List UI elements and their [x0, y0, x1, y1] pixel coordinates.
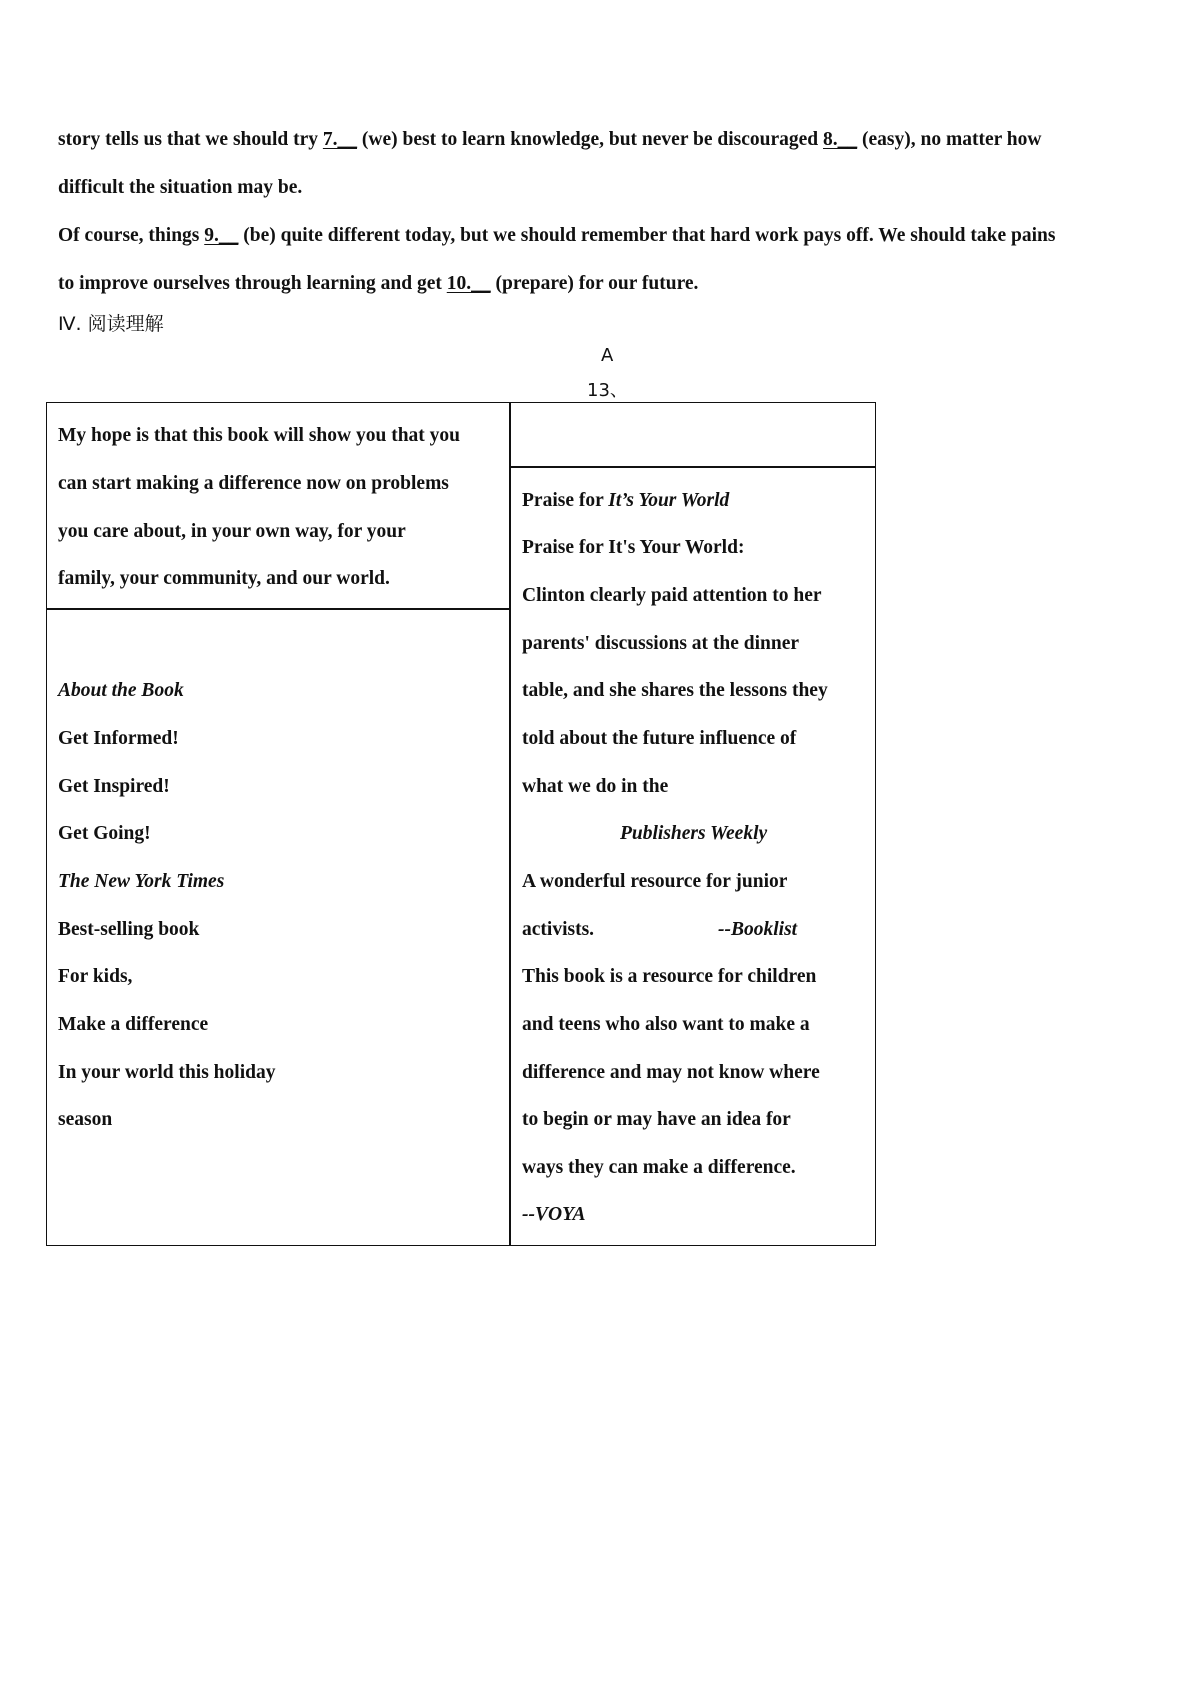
cell-text: activists. [522, 919, 595, 940]
cell-text: table, and she shares the lessons they [522, 680, 828, 701]
cell-text: ways they can make a difference. [522, 1157, 796, 1178]
passage-text: (we) best to learn knowledge, but never be discouraged [357, 129, 824, 150]
passage-text: (be) quite different today, but we should remember that hard work pays off. We should take pains [238, 225, 1056, 246]
cell-text: you care about, in your own way, for your [58, 521, 406, 542]
cell-text: A wonderful resource for junior [522, 871, 788, 892]
cell-text: For kids, [58, 966, 133, 987]
cell-text: told about the future influence of [522, 728, 797, 749]
passage-text: Of course, things [58, 225, 205, 246]
voya-credit: --VOYA [522, 1204, 586, 1225]
about-book-heading: About the Book [58, 680, 184, 701]
cell-text: difference and may not know where [522, 1062, 820, 1083]
section-heading: Ⅳ. 阅读理解 [58, 313, 164, 335]
passage-text: (prepare) for our future. [490, 273, 699, 294]
blank-8[interactable]: 8.__ [823, 129, 858, 150]
cell-text: season [58, 1109, 113, 1130]
passage-line-3 [58, 224, 1055, 248]
cell-text: Get Going! [58, 823, 151, 844]
praise-title [522, 489, 729, 513]
cell-text: family, your community, and our world. [58, 568, 390, 589]
blank-9[interactable]: 9.__ [204, 225, 239, 246]
passage-line-4 [58, 272, 698, 296]
cell-text: In your world this holiday [58, 1062, 276, 1083]
cell-text: Best-selling book [58, 919, 200, 940]
cell-text: This book is a resource for children [522, 966, 817, 987]
passage-line-1 [58, 128, 1041, 152]
passage-line-2: difficult the situation may be. [58, 177, 303, 198]
booklist-credit: --Booklist [718, 919, 798, 940]
cell-text: Get Inspired! [58, 776, 170, 797]
blank-7[interactable]: 7.__ [322, 129, 358, 150]
book-title: It’s Your World [608, 490, 730, 511]
cell-text: Clinton clearly paid attention to her [522, 585, 822, 606]
blank-10[interactable]: 10.__ [446, 273, 491, 294]
table-cell-top-right [509, 402, 876, 468]
cell-text: Make a difference [58, 1014, 209, 1035]
cell-text: parents' discussions at the dinner [522, 633, 800, 654]
question-number: 13、 [587, 380, 628, 401]
cell-text: My hope is that this book will show you that you [58, 425, 460, 446]
praise-title-2: Praise for It's Your World: [522, 537, 745, 558]
passage-text: (easy), no matter how [857, 129, 1042, 150]
passage-text: to improve ourselves through learning and get [58, 273, 447, 294]
cell-text: can start making a difference now on problems [58, 473, 449, 494]
nyt-label: The New York Times [58, 871, 225, 892]
cell-text: and teens who also want to make a [522, 1014, 810, 1035]
cell-text: what we do in the [522, 776, 669, 797]
cell-text: Get Informed! [58, 728, 179, 749]
cell-text: to begin or may have an idea for [522, 1109, 791, 1130]
passage-text: story tells us that we should try [58, 129, 323, 150]
section-letter: A [601, 345, 614, 366]
publishers-weekly-credit: Publishers Weekly [620, 823, 768, 844]
praise-title-text: Praise for [522, 490, 609, 511]
